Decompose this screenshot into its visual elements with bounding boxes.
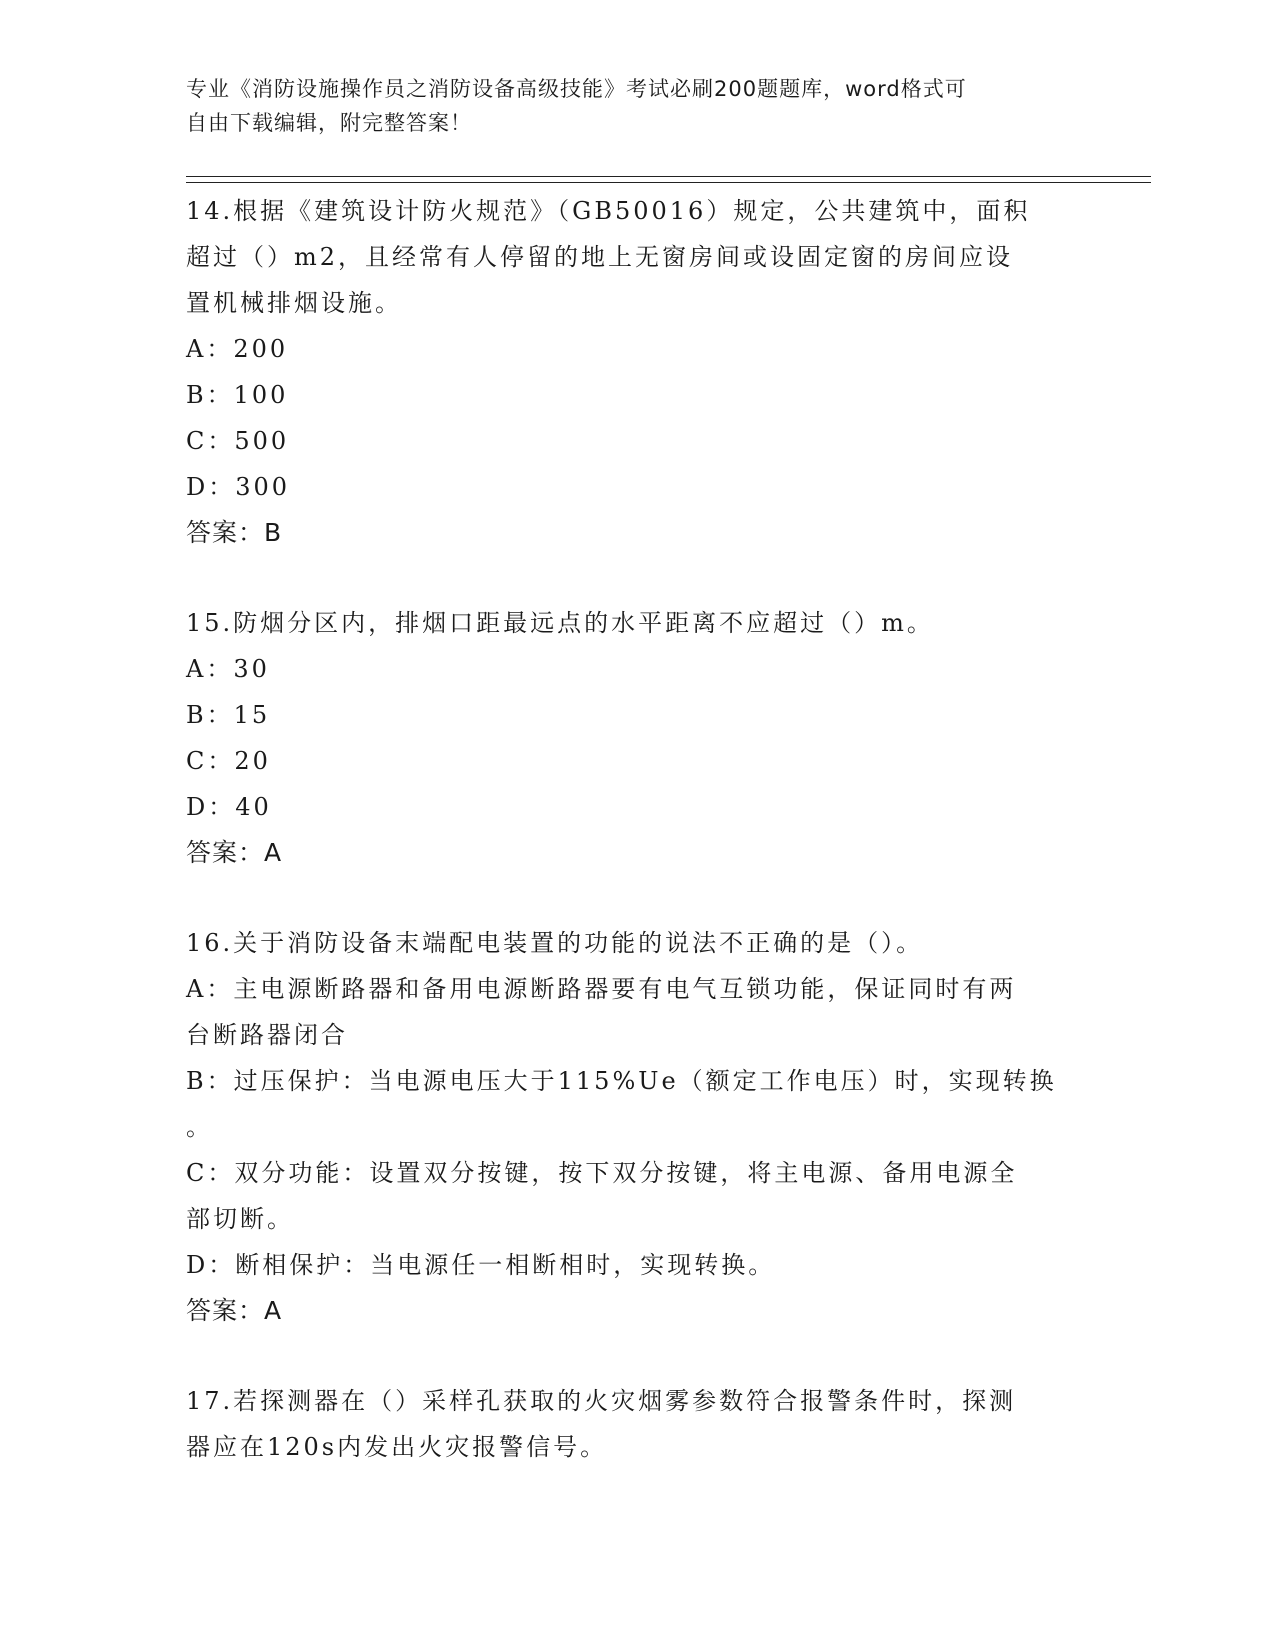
answer-key: 答案：A [186, 1296, 283, 1325]
answer-option: C：500 [186, 427, 290, 455]
question-text: 17.若探测器在（）采样孔获取的火灾烟雾参数符合报警条件时，探测 [186, 1387, 1017, 1415]
answer-option: B：100 [186, 381, 289, 409]
answer-key: 答案：B [186, 518, 283, 547]
header-rule-top [186, 176, 1151, 177]
answer-option: 台断路器闭合 [186, 1021, 348, 1049]
answer-option: C：双分功能：设置双分按键，按下双分按键，将主电源、备用电源全 [186, 1159, 1018, 1187]
document-header [186, 72, 1076, 140]
question-list [186, 188, 1086, 1514]
answer-option: D：300 [186, 473, 291, 501]
question-text: 14.根据《建筑设计防火规范》（GB50016）规定，公共建筑中，面积 [186, 197, 1031, 225]
question-text: 超过（）m2，且经常有人停留的地上无窗房间或设固定窗的房间应设 [186, 243, 1014, 271]
question-text: 器应在120s内发出火灾报警信号。 [186, 1433, 608, 1461]
question-block [186, 188, 1086, 556]
answer-option: B：15 [186, 701, 271, 729]
question-block [186, 920, 1086, 1334]
answer-option: B：过压保护：当电源电压大于115%Ue（额定工作电压）时，实现转换 [186, 1067, 1057, 1095]
header-line-1: 专业《消防设施操作员之消防设备高级技能》考试必刷200题题库，word格式可 [186, 77, 967, 101]
question-block [186, 600, 1086, 876]
question-block [186, 1378, 1086, 1470]
answer-option: A：30 [186, 655, 270, 683]
answer-option: A：主电源断路器和备用电源断路器要有电气互锁功能，保证同时有两 [186, 975, 1017, 1003]
answer-option: D：断相保护：当电源任一相断相时，实现转换。 [186, 1251, 776, 1279]
answer-option: 。 [186, 1113, 213, 1141]
question-text: 16.关于消防设备末端配电装置的功能的说法不正确的是（）。 [186, 929, 924, 957]
header-line-2: 自由下载编辑，附完整答案！ [186, 111, 472, 135]
question-text: 置机械排烟设施。 [186, 289, 402, 317]
answer-option: C：20 [186, 747, 271, 775]
question-text: 15.防烟分区内，排烟口距最远点的水平距离不应超过（）m。 [186, 609, 934, 637]
answer-option: A：200 [186, 335, 289, 363]
header-rule-bottom [186, 182, 1151, 183]
answer-key: 答案：A [186, 838, 283, 867]
answer-option: 部切断。 [186, 1205, 294, 1233]
answer-option: D：40 [186, 793, 272, 821]
